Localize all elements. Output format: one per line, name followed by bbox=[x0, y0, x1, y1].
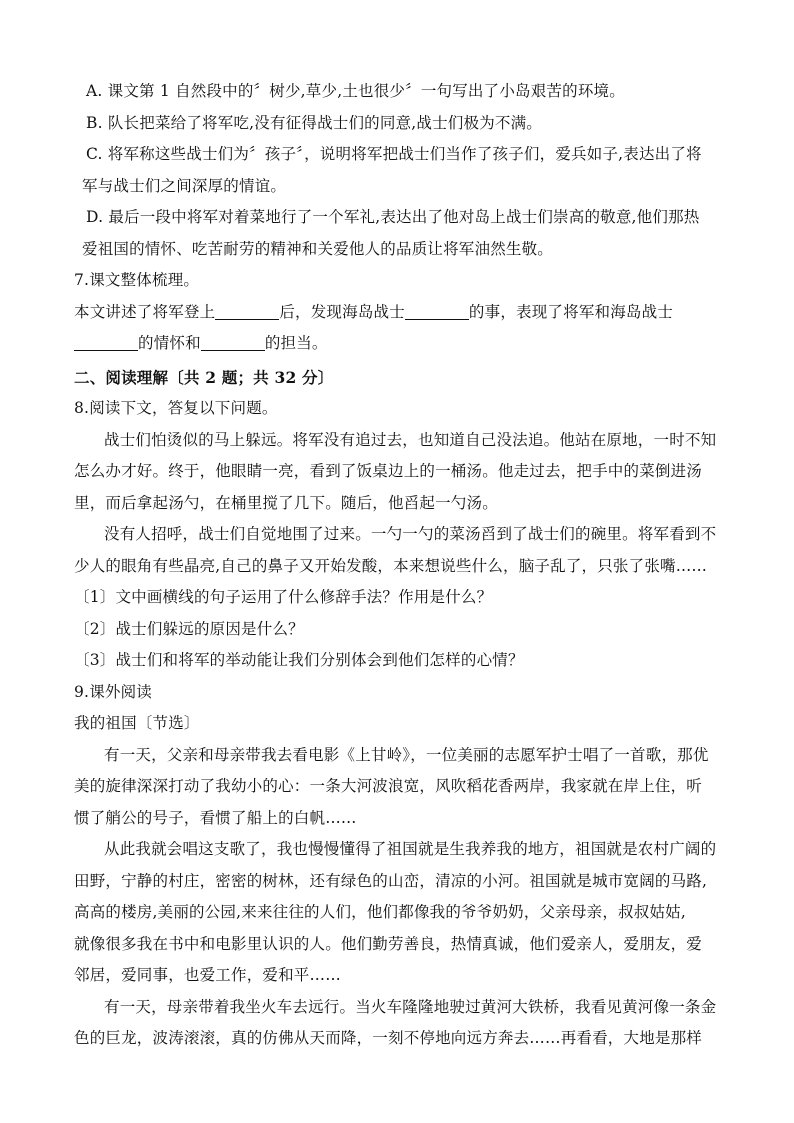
q9-para3-line2: 色的巨龙，波涛滚滚，真的仿佛从天而降，一刻不停地向远方奔去……再看看，大地是那样 bbox=[74, 1029, 703, 1047]
q8-para2-line2: 少人的眼角有些晶亮,自己的鼻子又开始发酸，本来想说些什么，脑子乱了，只张了张嘴…… bbox=[74, 556, 708, 575]
answer-blank[interactable] bbox=[74, 332, 138, 351]
q9-para2-line1: 从此我就会唱这支歌了，我也慢慢懂得了祖国就是生我养我的地方，祖国就是农村广阔的 bbox=[104, 840, 717, 858]
q8-sub-question-2: 〔2〕战士们躲远的原因是什么？ bbox=[74, 619, 304, 638]
q8-sub-question-1: 〔1〕文中画横线的句子运用了什么修辞手法？作用是什么？ bbox=[74, 588, 493, 606]
question-8-title: 8.阅读下文，答复以下问题。 bbox=[74, 399, 278, 417]
q7-text-b: 后，发现海岛战士 bbox=[279, 302, 405, 321]
question-7-line2 bbox=[74, 328, 722, 360]
option-d-line2: 爱祖国的情怀、吃苦耐劳的精神和关爱他人的品质让将军油然生敬。 bbox=[82, 239, 554, 258]
q9-para1-line1: 有一天，父亲和母亲带我去看电影《上甘岭》，一位美丽的志愿军护士唱了一首歌，那优 bbox=[104, 745, 709, 764]
q8-para2-line1: 没有人招呼，战士们自觉地围了过来。一勺一勺的菜汤舀到了战士们的碗里。将军看到不 bbox=[104, 525, 717, 543]
q7-text-e: 的担当。 bbox=[264, 334, 328, 352]
option-c-line1: C. 将军称这些战士们为〞孩子〞，说明将军把战士们当作了孩子们，爱兵如子,表达出了将 bbox=[86, 145, 702, 163]
q9-para2-line3: 高高的楼房,美丽的公园,来来往往的人们，他们都像我的爷爷奶奶，父亲母亲，叔叔姑姑, bbox=[74, 903, 686, 921]
option-a: A. 课文第 1 自然段中的〞树少,草少,土也很少〞一句写出了小岛艰苦的环境。 bbox=[86, 82, 625, 100]
q7-text-c: 的事，表现了将军和海岛战士 bbox=[468, 302, 674, 321]
section-heading: 二、阅读理解〔共 2 题；共 32 分〕 bbox=[74, 367, 334, 387]
answer-blank[interactable] bbox=[201, 332, 265, 351]
q8-para1-line3: 里，而后拿起汤勺，在桶里搅了几下。随后，他舀起一勺汤。 bbox=[74, 493, 498, 512]
reading-title: 我的祖国〔节选〕 bbox=[74, 714, 200, 732]
q8-sub-question-3: 〔3〕战士们和将军的举动能让我们分别体会到他们怎样的心情？ bbox=[74, 651, 524, 669]
answer-blank[interactable] bbox=[405, 301, 469, 320]
q9-para1-line3: 惯了艄公的号子，看惯了船上的白帆…… bbox=[74, 808, 357, 827]
question-9-title: 9.课外阅读 bbox=[74, 682, 152, 701]
q9-para2-line5: 邻居，爱同事，也爱工作，爱和平…… bbox=[74, 966, 341, 984]
q9-para3-line1: 有一天，母亲带着我坐火车去远行。当火车隆隆地驶过黄河大铁桥，我看见黄河像一条金 bbox=[104, 997, 717, 1016]
answer-blank[interactable] bbox=[215, 301, 279, 320]
q8-para1-line2: 怎么办才好。终于，他眼睛一亮，看到了饭桌边上的一桶汤。他走过去，把手中的菜倒进汤 bbox=[74, 462, 703, 480]
option-c-line2: 军与战士们之间深厚的情谊。 bbox=[82, 176, 287, 195]
question-7-title: 7.课文整体梳理。 bbox=[74, 271, 200, 289]
option-d-line1: D. 最后一段中将军对着菜地行了一个军礼,表达出了他对岛上战士们崇高的敬意,他们那热 bbox=[86, 208, 700, 226]
q7-text-a: 本文讲述了将军登上 bbox=[74, 302, 216, 321]
option-b: B. 队长把菜给了将军吃,没有征得战士们的同意,战士们极为不满。 bbox=[86, 113, 543, 132]
question-7-line1 bbox=[74, 297, 722, 329]
q9-para2-line4: 就像很多我在书中和电影里认识的人。他们勤劳善良，热情真诚，他们爱亲人，爱朋友，爱 bbox=[74, 934, 703, 953]
q9-para1-line2: 美的旋律深深打动了我幼小的心：一条大河波浪宽，风吹稻花香两岸，我家就在岸上住，听 bbox=[74, 777, 703, 795]
q9-para2-line2: 田野，宁静的村庄，密密的树林，还有绿色的山峦，清凉的小河。祖国就是城市宽阔的马路, bbox=[74, 871, 708, 890]
q7-text-d: 的情怀和 bbox=[138, 334, 201, 352]
q8-para1-line1: 战士们怕烫似的马上躲远。将军没有追过去，也知道自己没法追。他站在原地，一时不知 bbox=[104, 430, 717, 449]
document-page bbox=[74, 76, 722, 1055]
